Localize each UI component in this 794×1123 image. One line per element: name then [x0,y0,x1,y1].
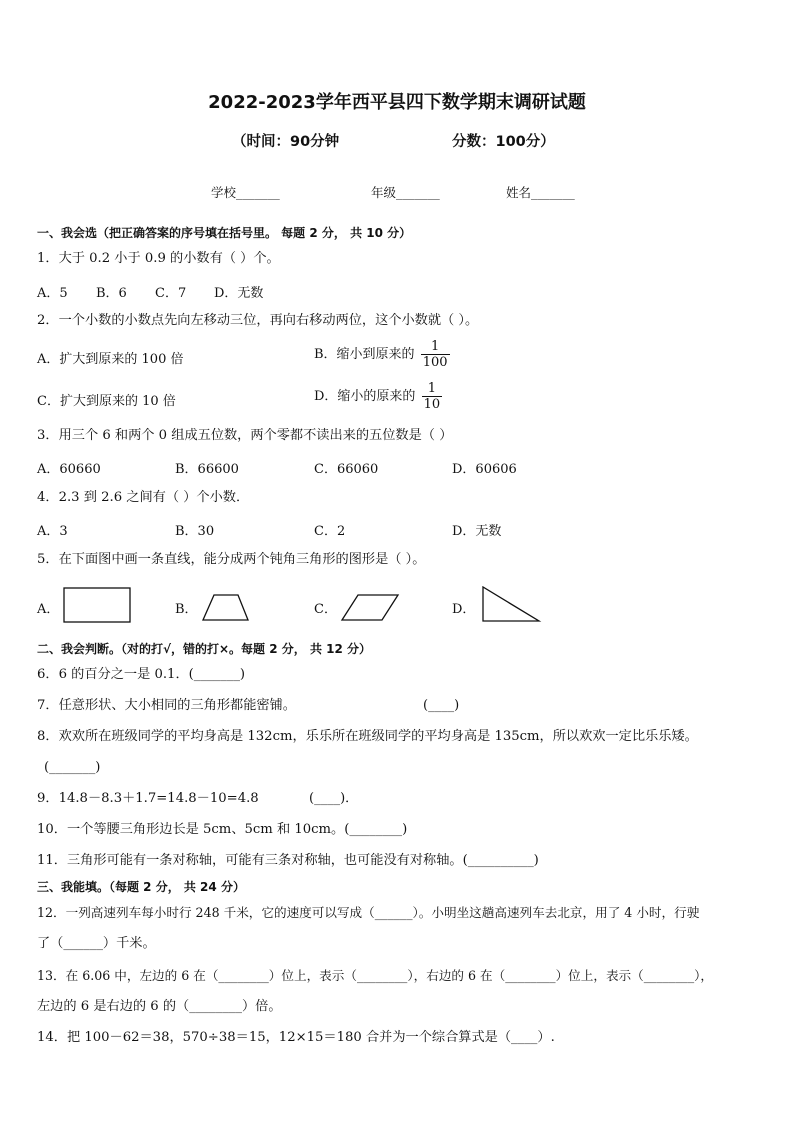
q13-text-line2: 左边的 6 是右边的 6 的（________）倍。 [37,999,282,1014]
q12-text-line2: 了（______）千米。 [37,936,156,951]
exam-score: 分数：100分） [452,134,555,150]
q2-option-b-fraction [421,339,450,370]
q1-option-a: A．5 [37,286,68,301]
school-field: 学校_______ [211,185,280,200]
q4-option-d: D．无数 [452,524,502,539]
q3-option-b: B．66600 [175,462,239,477]
q2-option-d-text: D．缩小的原来的 [314,389,416,404]
q9-text: 9．14.8－8.3＋1.7=14.8－10=4.8 [37,791,259,806]
q1-text: 1．大于 0.2 小于 0.9 的小数有（ ）个。 [37,251,280,266]
q5-option-a: A． [37,602,60,617]
q8-answer-blank: (_______) [44,760,101,775]
q10-text: 10．一个等腰三角形边长是 5cm、5cm 和 10cm。(________) [37,822,408,837]
q3-text: 3．用三个 6 和两个 0 组成五位数，两个零都不读出来的五位数是（ ） [37,428,453,443]
fraction-numerator: 1 [422,381,443,397]
name-field: 姓名_______ [506,185,575,200]
q2-option-c: C．扩大到原来的 10 倍 [37,394,176,409]
q4-option-c: C．2 [314,524,346,539]
q4-option-b: B．30 [175,524,215,539]
q9-answer-blank: (____)． [309,791,359,806]
q7-text: 7．任意形状、大小相同的三角形都能密铺。 [37,698,296,713]
section1-heading: 一、我会选（把正确答案的序号填在括号里。 每题 2 分， 共 10 分） [37,226,412,240]
q5-option-c: C． [314,602,337,617]
q12-text-line1: 12．一列高速列车每小时行 248 千米，它的速度可以写成（______）。小明坐这趟高速列车去北京，用了 4 小时，行驶 [37,905,700,920]
q2-option-a: A．扩大到原来的 100 倍 [37,352,184,367]
triangle-figure [481,586,543,624]
section3-heading: 三、我能填。（每题 2 分， 共 24 分） [37,880,245,894]
q2-text: 2．一个小数的小数点先向左移动三位，再向右移动两位，这个小数就（ ）。 [37,313,479,328]
q11-text: 11．三角形可能有一条对称轴，可能有三条对称轴，也可能没有对称轴。(__________) [37,853,539,868]
q1-option-d: D．无数 [214,286,264,301]
q3-option-a: A．60660 [37,462,101,477]
grade-field: 年级_______ [371,185,440,200]
q13-text-line1: 13．在 6.06 中，左边的 6 在（________）位上，表示（________），右边的 6 在（________）位上，表示（________）， [37,968,714,983]
rectangle-figure [63,587,133,625]
q7-answer-blank: (____) [423,698,460,713]
q2-option-d-fraction [422,381,443,412]
q3-option-d: D．60606 [452,462,517,477]
q3-option-c: C．66060 [314,462,379,477]
q5-option-d: D． [452,602,476,617]
trapezoid-figure [201,594,251,622]
q2-option-b-text: B．缩小到原来的 [314,347,415,362]
fraction-numerator: 1 [421,339,450,355]
q4-text: 4．2.3 到 2.6 之间有（ ）个小数． [37,490,250,505]
q14-text: 14．把 100－62＝38，570÷38＝15，12×15＝180 合并为一个综合算式是（____）. [37,1030,555,1045]
section2-heading: 二、我会判断。（对的打√，错的打×。每题 2 分， 共 12 分） [37,642,371,656]
fraction-denominator: 100 [422,355,448,370]
q1-option-c: C．7 [155,286,187,301]
exam-time: （时间：90分钟 [232,134,340,150]
q2-option-d [314,381,442,412]
q2-option-b [314,339,450,370]
parallelogram-figure [340,594,400,622]
fraction-denominator: 10 [423,397,441,412]
q4-option-a: A．3 [37,524,68,539]
q8-text: 8．欢欢所在班级同学的平均身高是 132cm，乐乐所在班级同学的平均身高是 135cm，所以欢欢一定比乐乐矮。 [37,729,698,744]
q6-text: 6．6 的百分之一是 0.1．(_______) [37,667,246,682]
q5-option-b: B． [175,602,198,617]
page-title: 2022-2023学年西平县四下数学期末调研试题 [208,92,586,113]
q5-text: 5．在下面图中画一条直线，能分成两个钝角三角形的图形是（ ）。 [37,552,426,567]
q1-option-b: B．6 [96,286,127,301]
